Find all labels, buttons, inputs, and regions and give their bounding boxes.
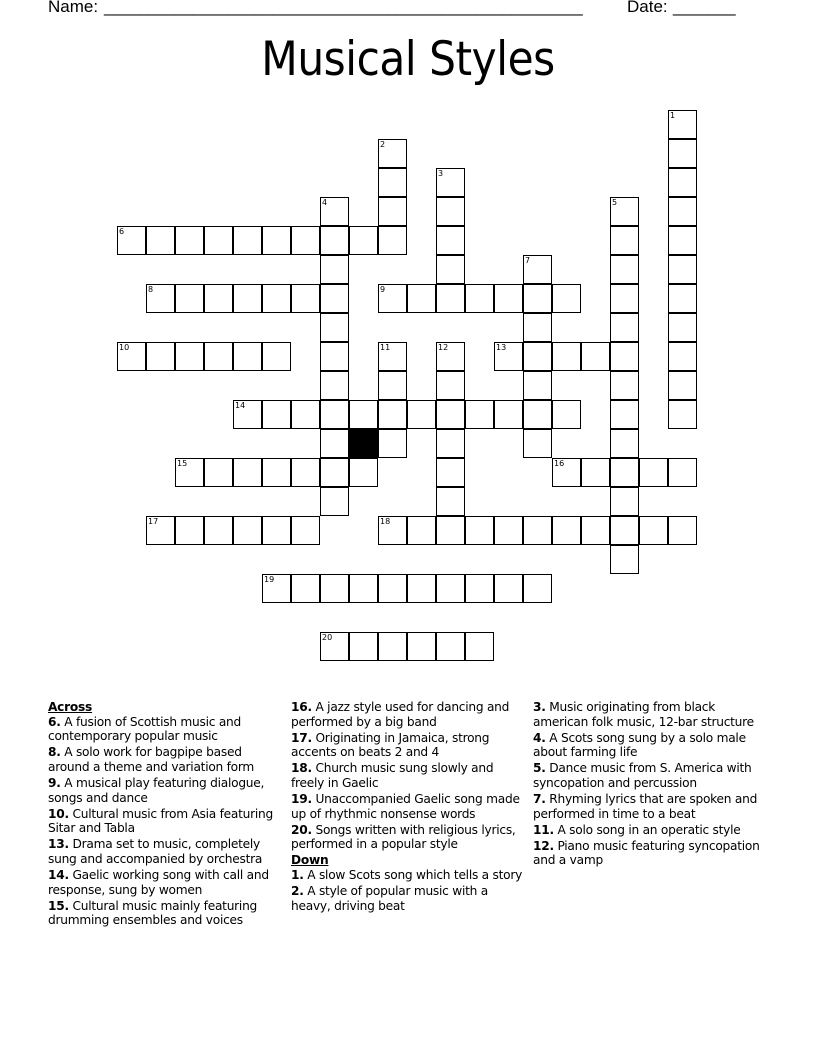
grid-cell[interactable]: [465, 632, 494, 661]
clue-down-11: 11. A solo song in an operatic style: [533, 822, 741, 837]
cell-number: 16: [554, 459, 565, 468]
grid-cell[interactable]: [668, 458, 697, 487]
grid-cell[interactable]: [146, 226, 175, 255]
grid-cell[interactable]: [146, 284, 175, 313]
cell-number: 6: [119, 227, 125, 236]
grid-cell[interactable]: [320, 371, 349, 400]
grid-cell[interactable]: [610, 342, 639, 371]
grid-cell[interactable]: [610, 284, 639, 313]
clue-across-15: 15. Cultural music mainly featuring drumming ensembles and voices: [48, 898, 258, 928]
grid-cell[interactable]: [378, 197, 407, 226]
grid-cell[interactable]: [436, 226, 465, 255]
grid-cell[interactable]: [610, 400, 639, 429]
down-heading: Down: [291, 853, 329, 868]
grid-cell[interactable]: [233, 458, 262, 487]
grid-cell[interactable]: [465, 400, 494, 429]
cell-number: 1: [670, 111, 676, 120]
date-field[interactable]: _______: [673, 0, 735, 16]
grid-cell[interactable]: [436, 516, 465, 545]
grid-cell[interactable]: [668, 110, 697, 139]
grid-cell[interactable]: [668, 313, 697, 342]
grid-cell[interactable]: [465, 516, 494, 545]
grid-cell[interactable]: [378, 632, 407, 661]
grid-cell[interactable]: [465, 574, 494, 603]
grid-cell[interactable]: [233, 284, 262, 313]
clue-across-8: 8. A solo work for bagpipe based around a theme and variation form: [48, 745, 255, 774]
clue-across-6: 6. A fusion of Scottish music and contemporary popular music: [48, 714, 242, 744]
grid-cell[interactable]: [291, 400, 320, 429]
grid-cell[interactable]: [494, 516, 523, 545]
date-label: Date:: [627, 0, 668, 16]
grid-cell[interactable]: [320, 255, 349, 284]
grid-cell[interactable]: [407, 574, 436, 603]
grid-cell[interactable]: [262, 458, 291, 487]
clue-across-19: 19. Unaccompanied Gaelic song made up of rhythmic nonsense words: [291, 792, 520, 821]
grid-cell[interactable]: [610, 313, 639, 342]
grid-cell[interactable]: [668, 284, 697, 313]
grid-cell[interactable]: [465, 284, 494, 313]
grid-cell[interactable]: [610, 545, 639, 574]
grid-cell[interactable]: [436, 429, 465, 458]
grid-cell[interactable]: [262, 400, 291, 429]
grid-cell[interactable]: [146, 516, 175, 545]
clue-across-10: 10. Cultural music from Asia featuring Sitar and Tabla: [48, 806, 274, 836]
clue-across-17: 17. Originating in Jamaica, strong accents on beats 2 and 4: [291, 730, 490, 760]
grid-cell[interactable]: [668, 226, 697, 255]
clue-down-5: 5. Dance music from S. America with syncopation and percussion: [533, 761, 752, 790]
grid-cell[interactable]: [552, 400, 581, 429]
grid-cell[interactable]: [291, 574, 320, 603]
grid-cell[interactable]: [378, 284, 407, 313]
cell-number: 18: [380, 517, 391, 526]
grid-cell[interactable]: [320, 313, 349, 342]
clue-across-20: 20. Songs written with religious lyrics, performed in a popular style: [291, 822, 516, 852]
grid-cell[interactable]: [204, 458, 233, 487]
grid-cell[interactable]: [610, 226, 639, 255]
grid-cell[interactable]: [552, 342, 581, 371]
grid-cell[interactable]: [552, 516, 581, 545]
grid-cell[interactable]: [117, 342, 146, 371]
grid-cell[interactable]: [291, 226, 320, 255]
clue-down-3: 3. Music originating from black american folk music, 12-bar structure: [533, 700, 754, 729]
grid-cell[interactable]: [610, 458, 639, 487]
clue-across-16: 16. A jazz style used for dancing and performed by a big band: [291, 700, 510, 729]
grid-cell[interactable]: [523, 342, 552, 371]
grid-cell[interactable]: [639, 516, 668, 545]
grid-cell[interactable]: [349, 400, 378, 429]
grid-cell[interactable]: [552, 458, 581, 487]
grid-cell[interactable]: [378, 516, 407, 545]
cell-number: 5: [612, 198, 618, 207]
cell-number: 20: [322, 633, 333, 642]
grid-cell[interactable]: [204, 226, 233, 255]
grid-cell[interactable]: [378, 574, 407, 603]
grid-cell[interactable]: [552, 284, 581, 313]
grid-cell[interactable]: [291, 516, 320, 545]
grid-cell[interactable]: [233, 516, 262, 545]
grid-cell[interactable]: [175, 226, 204, 255]
grid-cell[interactable]: [436, 197, 465, 226]
grid-cell[interactable]: [262, 516, 291, 545]
clue-across-18: 18. Church music sung slowly and freely in Gaelic: [291, 761, 494, 790]
grid-cell[interactable]: [581, 516, 610, 545]
grid-cell[interactable]: [668, 516, 697, 545]
name-field[interactable]: ______________________________________________________: [104, 0, 583, 16]
clue-down-1: 1. A slow Scots song which tells a story: [291, 868, 523, 883]
cell-number: 11: [380, 343, 391, 352]
grid-cell[interactable]: [378, 226, 407, 255]
grid-cell[interactable]: [523, 313, 552, 342]
grid-cell[interactable]: [262, 226, 291, 255]
grid-cell[interactable]: [668, 400, 697, 429]
cell-number: 2: [380, 140, 386, 149]
grid-cell[interactable]: [378, 342, 407, 371]
clues-column-2: [291, 700, 523, 915]
grid-cell[interactable]: [668, 371, 697, 400]
grid-cell[interactable]: [175, 516, 204, 545]
grid-cell[interactable]: [117, 226, 146, 255]
grid-cell[interactable]: [436, 371, 465, 400]
grid-cell[interactable]: [523, 284, 552, 313]
grid-cell[interactable]: [175, 458, 204, 487]
grid-cell[interactable]: [610, 255, 639, 284]
grid-cell[interactable]: [175, 342, 204, 371]
clue-down-4: 4. A Scots song sung by a solo male about farming life: [533, 730, 746, 760]
grid-cell[interactable]: [436, 487, 465, 516]
grid-cell[interactable]: [378, 139, 407, 168]
grid-cell[interactable]: [523, 516, 552, 545]
black-cell: [349, 429, 378, 458]
grid-cell[interactable]: [436, 400, 465, 429]
grid-cell[interactable]: [581, 458, 610, 487]
grid-cell[interactable]: [233, 226, 262, 255]
grid-cell[interactable]: [349, 226, 378, 255]
grid-cell[interactable]: [320, 226, 349, 255]
clue-across-9: 9. A musical play featuring dialogue, songs and dance: [48, 775, 265, 805]
name-label: Name:: [48, 0, 99, 16]
clue-across-14: 14. Gaelic working song with call and response, sung by women: [48, 868, 269, 897]
grid-cell[interactable]: [349, 574, 378, 603]
grid-cell[interactable]: [523, 574, 552, 603]
grid-cell[interactable]: [291, 284, 320, 313]
grid-cell[interactable]: [349, 632, 378, 661]
clues-column-1: [48, 700, 280, 929]
grid-cell[interactable]: [320, 429, 349, 458]
grid-cell[interactable]: [610, 371, 639, 400]
grid-cell[interactable]: [320, 487, 349, 516]
grid-cell[interactable]: [407, 284, 436, 313]
grid-cell[interactable]: [436, 574, 465, 603]
grid-cell[interactable]: [204, 516, 233, 545]
grid-cell[interactable]: [407, 516, 436, 545]
grid-cell[interactable]: [378, 371, 407, 400]
cell-number: 19: [264, 575, 275, 584]
grid-cell[interactable]: [436, 255, 465, 284]
grid-cell[interactable]: [436, 168, 465, 197]
grid-cell[interactable]: [320, 632, 349, 661]
grid-cell[interactable]: [204, 342, 233, 371]
grid-cell[interactable]: [349, 458, 378, 487]
grid-cell[interactable]: [581, 342, 610, 371]
grid-cell[interactable]: [320, 400, 349, 429]
cell-number: 17: [148, 517, 159, 526]
clues-column-3: [533, 700, 765, 870]
grid-cell[interactable]: [494, 284, 523, 313]
page-title: Musical Styles: [261, 32, 555, 87]
grid-cell[interactable]: [668, 168, 697, 197]
grid-cell[interactable]: [407, 632, 436, 661]
cell-number: 12: [438, 343, 449, 352]
grid-cell[interactable]: [523, 429, 552, 458]
grid-cell[interactable]: [262, 342, 291, 371]
grid-cell[interactable]: [436, 458, 465, 487]
grid-cell[interactable]: [668, 255, 697, 284]
grid-cell[interactable]: [320, 342, 349, 371]
grid-cell[interactable]: [320, 574, 349, 603]
grid-cell[interactable]: [291, 458, 320, 487]
grid-cell[interactable]: [610, 487, 639, 516]
grid-cell[interactable]: [146, 342, 175, 371]
cell-number: 13: [496, 343, 507, 352]
grid-cell[interactable]: [262, 284, 291, 313]
grid-cell[interactable]: [262, 574, 291, 603]
grid-cell[interactable]: [233, 342, 262, 371]
cell-number: 9: [380, 285, 386, 294]
cell-number: 14: [235, 401, 246, 410]
grid-cell[interactable]: [610, 429, 639, 458]
grid-cell[interactable]: [320, 284, 349, 313]
grid-cell[interactable]: [639, 458, 668, 487]
grid-cell[interactable]: [320, 458, 349, 487]
grid-cell[interactable]: [204, 284, 233, 313]
grid-cell[interactable]: [378, 429, 407, 458]
cell-number: 8: [148, 285, 154, 294]
grid-cell[interactable]: [436, 284, 465, 313]
grid-cell[interactable]: [378, 168, 407, 197]
grid-cell[interactable]: [610, 197, 639, 226]
grid-cell[interactable]: [668, 197, 697, 226]
across-heading: Across: [48, 700, 93, 714]
grid-cell[interactable]: [610, 516, 639, 545]
grid-cell[interactable]: [494, 574, 523, 603]
grid-cell[interactable]: [436, 342, 465, 371]
grid-cell[interactable]: [378, 400, 407, 429]
grid-cell[interactable]: [407, 400, 436, 429]
grid-cell[interactable]: [523, 255, 552, 284]
grid-cell[interactable]: [523, 371, 552, 400]
clue-down-7: 7. Rhyming lyrics that are spoken and performed in time to a beat: [533, 792, 758, 821]
grid-cell[interactable]: [494, 400, 523, 429]
grid-cell[interactable]: [233, 400, 262, 429]
grid-cell[interactable]: [175, 284, 204, 313]
grid-cell[interactable]: [668, 139, 697, 168]
grid-cell[interactable]: [436, 632, 465, 661]
grid-cell[interactable]: [668, 342, 697, 371]
clue-down-12: 12. Piano music featuring syncopation and a vamp: [533, 838, 760, 868]
cell-number: 3: [438, 169, 444, 178]
grid-cell[interactable]: [494, 342, 523, 371]
cell-number: 4: [322, 198, 328, 207]
cell-number: 15: [177, 459, 188, 468]
clue-down-2: 2. A style of popular music with a heavy, driving beat: [291, 884, 488, 913]
grid-cell[interactable]: [523, 400, 552, 429]
clue-across-13: 13. Drama set to music, completely sung and accompanied by orchestra: [48, 837, 263, 866]
grid-cell[interactable]: [320, 197, 349, 226]
cell-number: 10: [119, 343, 130, 352]
cell-number: 7: [525, 256, 531, 265]
